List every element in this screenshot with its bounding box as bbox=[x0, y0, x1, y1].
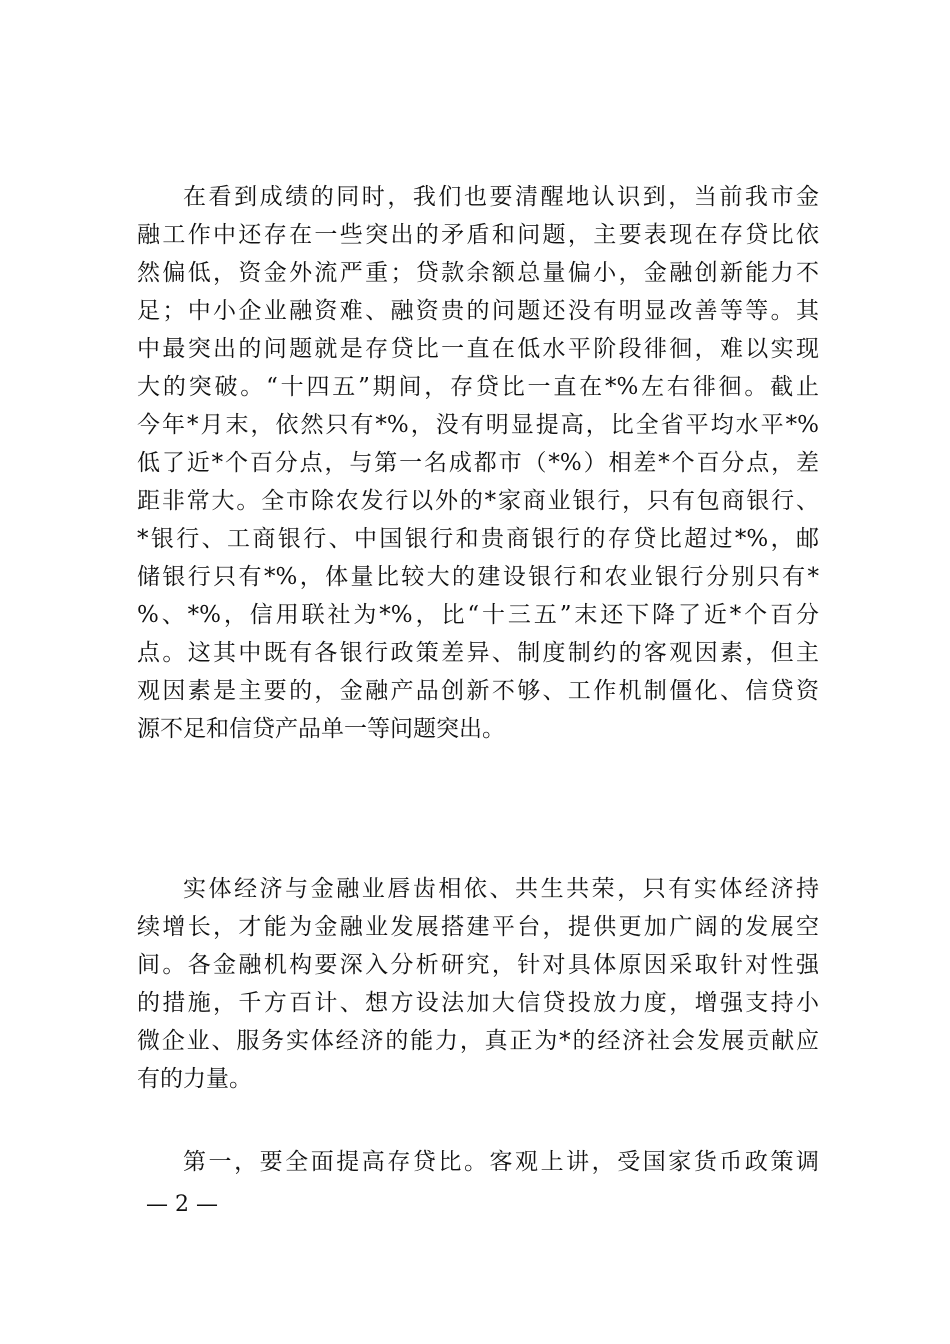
text-line: 续增长，才能为金融业发展搭建平台，提供更加广阔的发展空 bbox=[137, 914, 819, 940]
text-line: 低了近*个百分点，与第一名成都市（*%）相差*个百分点，差 bbox=[137, 450, 819, 476]
text-line: 间。各金融机构要深入分析研究，针对具体原因采取针对性强 bbox=[137, 952, 819, 978]
page-number: — 2 — bbox=[146, 1192, 218, 1217]
text-line: *银行、工商银行、中国银行和贵商银行的存贷比超过*%，邮 bbox=[137, 526, 819, 552]
text-line: 距非常大。全市除农发行以外的*家商业银行，只有包商银行、 bbox=[137, 488, 819, 514]
text-line: 中最突出的问题就是存贷比一直在低水平阶段徘徊，难以实现 bbox=[137, 336, 819, 362]
text-line: 第一，要全面提高存贷比。客观上讲，受国家货币政策调 bbox=[183, 1149, 819, 1175]
text-line: 然偏低，资金外流严重；贷款余额总量偏小，金融创新能力不 bbox=[137, 260, 819, 286]
text-line: %、*%，信用联社为*%，比“十三五”末还下降了近*个百分 bbox=[137, 602, 819, 628]
text-line: 点。这其中既有各银行政策差异、制度制约的客观因素，但主 bbox=[137, 640, 819, 666]
text-line: 观因素是主要的，金融产品创新不够、工作机制僵化、信贷资 bbox=[137, 678, 819, 704]
text-line: 大的突破。“十四五”期间，存贷比一直在*%左右徘徊。截止 bbox=[137, 374, 819, 400]
text-line: 有的力量。 bbox=[137, 1066, 252, 1092]
text-line: 储银行只有*%，体量比较大的建设银行和农业银行分别只有* bbox=[137, 564, 819, 590]
text-line: 的措施，千方百计、想方设法加大信贷投放力度，增强支持小 bbox=[137, 990, 819, 1016]
text-line: 微企业、服务实体经济的能力，真正为*的经济社会发展贡献应 bbox=[137, 1028, 819, 1054]
text-line: 在看到成绩的同时，我们也要清醒地认识到，当前我市金 bbox=[183, 184, 819, 210]
text-line: 源不足和信贷产品单一等问题突出。 bbox=[137, 716, 505, 742]
text-line: 今年*月末，依然只有*%，没有明显提高，比全省平均水平*% bbox=[137, 412, 819, 438]
text-line: 实体经济与金融业唇齿相依、共生共荣，只有实体经济持 bbox=[183, 876, 819, 902]
text-line: 融工作中还存在一些突出的矛盾和问题，主要表现在存贷比依 bbox=[137, 222, 819, 248]
text-line: 足；中小企业融资难、融资贵的问题还没有明显改善等等。其 bbox=[137, 298, 819, 324]
